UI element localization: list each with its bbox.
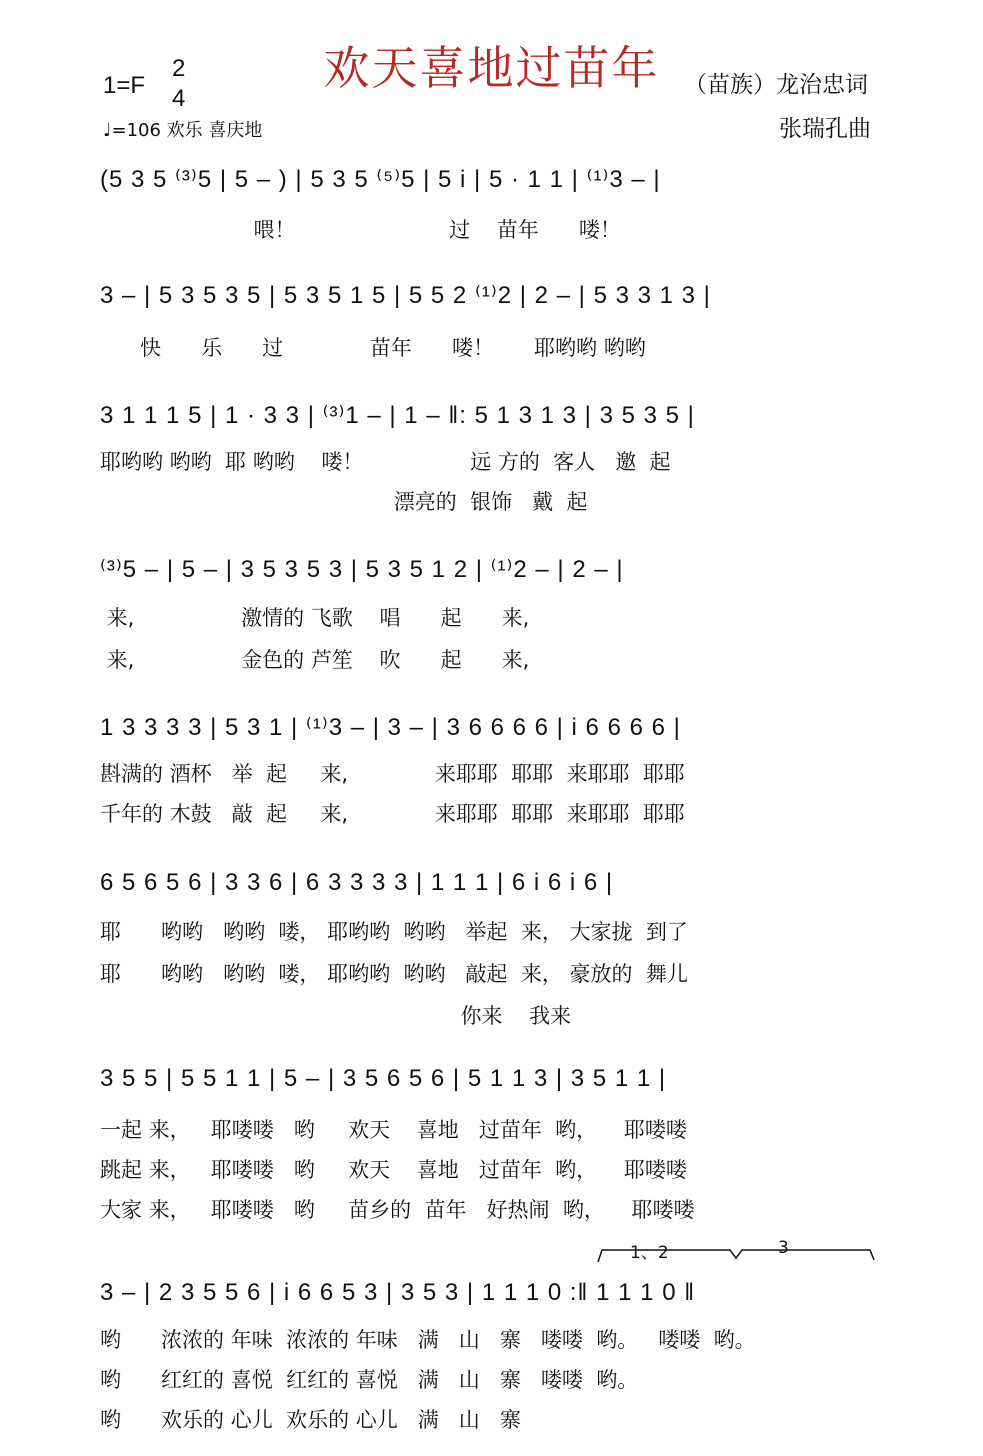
lyric-line-8-verse-3: 哟 欢乐的 心儿 欢乐的 心儿 满 山 寨 (100, 1408, 521, 1432)
lyric-line-4-verse-2: 来, 金色的 芦笙 吹 起 来, (100, 648, 530, 672)
lyric-line-7-verse-2: 跳起 来， 耶喽喽 哟 欢天 喜地 过苗年 哟， 耶喽喽 (100, 1158, 687, 1182)
notes-line-7: 3 5 5 | 5 5 1 1 | 5 – | 3 5 6 5 6 | 5 1 1 3 | 3 5 1 1 | (100, 1065, 667, 1092)
composer-credit: 张瑞孔曲 (779, 116, 871, 142)
lyric-line-6-verse-2: 耶 哟哟 哟哟 喽， 耶哟哟 哟哟 敲起 来， 豪放的 舞儿 (100, 962, 688, 986)
notes-line-2: 3 – | 5 3 5 3 5 | 5 3 5 1 5 | 5 5 2 ⁽¹⁾2 | 2 – | 5 3 3 1 3 | (100, 281, 711, 309)
key-signature: 1=F (103, 72, 146, 99)
lyric-line-1-verse-1: 喂！ 过 苗年 喽！ (100, 218, 621, 242)
lyric-line-7-verse-1: 一起 来， 耶喽喽 哟 欢天 喜地 过苗年 哟， 耶喽喽 (100, 1118, 687, 1142)
notes-line-8: 3 – | 2 3 5 5 6 | i 6 6 5 3 | 3 5 3 | 1 1 1 0 :‖ 1 1 1 0 ‖ (100, 1279, 696, 1306)
notes-line-3: 3 1 1 1 5 | 1 · 3 3 | ⁽³⁾1 – | 1 – ‖: 5 1 3 1 3 | 3 5 3 5 | (100, 401, 695, 429)
lyric-line-3-verse-2: 漂亮的 银饰 戴 起 (100, 490, 588, 514)
notes-line-5: 1 3 3 3 3 | 5 3 1 | ⁽¹⁾3 – | 3 – | 3 6 6 6 6 | i 6 6 6 6 | (100, 713, 681, 741)
lyric-line-4-verse-1: 来, 激情的 飞歌 唱 起 来, (100, 606, 530, 630)
lyric-line-8-verse-2: 哟 红红的 喜悦 红红的 喜悦 满 山 寨 喽喽 哟。 (100, 1368, 639, 1392)
volta-first-ending: 1、2 (630, 1243, 669, 1263)
lyric-line-8-verse-1: 哟 浓浓的 年味 浓浓的 年味 满 山 寨 喽喽 哟。 喽喽 哟。 (100, 1328, 756, 1352)
lyric-line-7-verse-3: 大家 来， 耶喽喽 哟 苗乡的 苗年 好热闹 哟， 耶喽喽 (100, 1198, 695, 1222)
lyric-line-5-verse-2: 千年的 木鼓 敲 起 来, 来耶耶 耶耶 来耶耶 耶耶 (100, 802, 685, 826)
notes-line-4: ⁽³⁾5 – | 5 – | 3 5 3 5 3 | 5 3 5 1 2 | ⁽¹⁾2 – | 2 – | (100, 555, 624, 583)
lyric-line-3-verse-1: 耶哟哟 哟哟 耶 哟哟 喽！ 远 方的 客人 邀 起 (100, 450, 671, 474)
volta-second-ending: 3 (778, 1238, 789, 1258)
lyricist-credit: （苗族）龙治忠词 (684, 72, 868, 98)
lyric-line-6-verse-1: 耶 哟哟 哟哟 喽， 耶哟哟 哟哟 举起 来， 大家拢 到了 (100, 920, 688, 944)
lyric-line-2-verse-1: 快 乐 过 苗年 喽！ 耶哟哟 哟哟 (100, 336, 646, 360)
lyric-line-6-verse-3: 你来 我来 (100, 1004, 572, 1028)
score-line-8 (100, 1264, 880, 1322)
lyric-line-5-verse-1: 斟满的 酒杯 举 起 来, 来耶耶 耶耶 来耶耶 耶耶 (100, 762, 685, 786)
song-title: 欢天喜地过苗年 (323, 41, 660, 95)
time-signature-bottom: 4 (172, 85, 186, 112)
notes-line-1: (5 3 5 ⁽³⁾5 | 5 – ) | 5 3 5 ⁽⁵⁾5 | 5 i | 5 · 1 1 | ⁽¹⁾3 – | (100, 165, 661, 193)
time-signature-top: 2 (172, 55, 186, 82)
notes-line-6: 6 5 6 5 6 | 3 3 6 | 6 3 3 3 3 | 1 1 1 | 6 i 6 i 6 | (100, 869, 614, 896)
tempo-marking: ♩=106 欢乐 喜庆地 (103, 120, 263, 141)
